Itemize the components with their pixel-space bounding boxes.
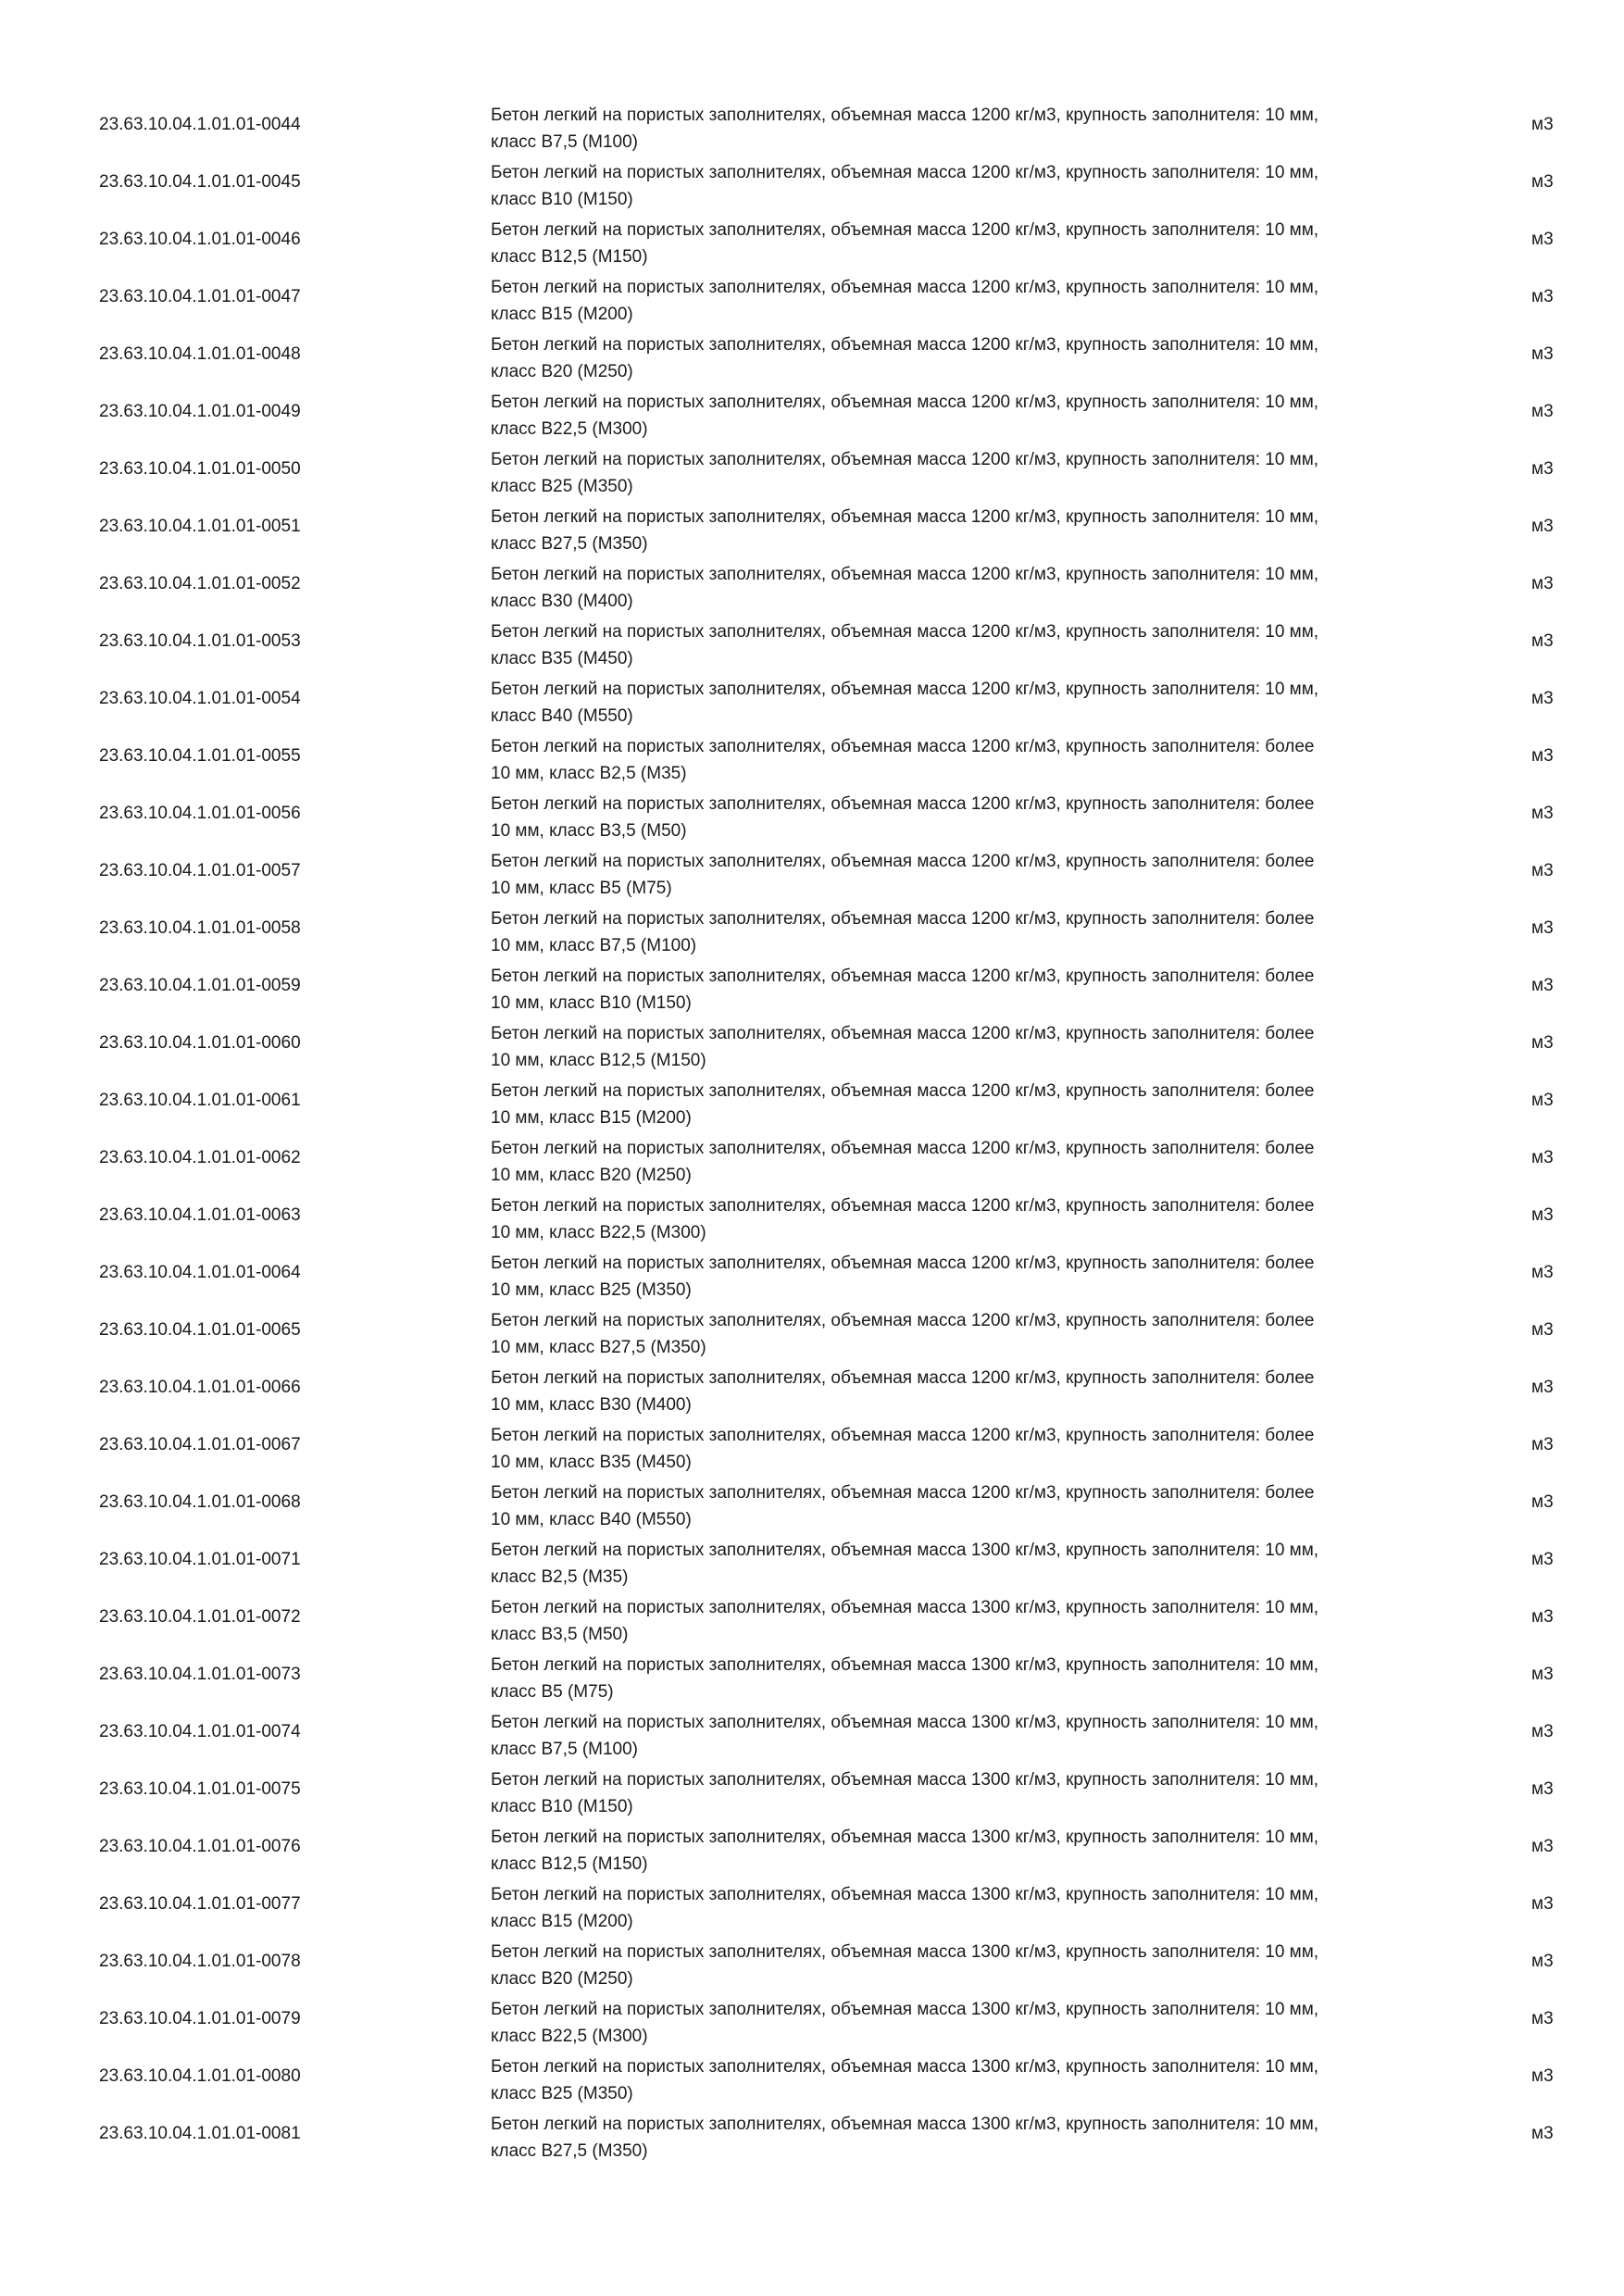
unit-of-measure: м3 (1531, 344, 1554, 364)
resource-name-line2: класс В15 (М200) (491, 1912, 633, 1931)
table-row (0, 387, 1624, 444)
resource-code: 23.63.10.04.1.01.01-0046 (99, 230, 301, 249)
unit-of-measure: м3 (1531, 746, 1554, 766)
resource-name-line1: Бетон легкий на пористых заполнителях, объемная масса 1300 кг/м3, крупность заполнителя: 10 мм, (491, 1713, 1319, 1732)
resource-name-line2: класс В40 (М550) (491, 706, 633, 726)
table-row (0, 1937, 1624, 1994)
resource-name-line1: Бетон легкий на пористых заполнителях, объемная масса 1300 кг/м3, крупность заполнителя: 10 мм, (491, 1598, 1319, 1617)
resource-name-line2: класс В25 (М350) (491, 477, 633, 496)
resource-name-line1: Бетон легкий на пористых заполнителях, объемная масса 1200 кг/м3, крупность заполнителя: 10 мм, (491, 393, 1319, 412)
resource-name-line2: 10 мм, класс В35 (М450) (491, 1453, 692, 1472)
resource-name (491, 1824, 1472, 1878)
resource-code: 23.63.10.04.1.01.01-0068 (99, 1492, 301, 1512)
resource-name (491, 504, 1472, 557)
table-row (0, 1592, 1624, 1650)
table-row (0, 1363, 1624, 1420)
resource-name-line2: 10 мм, класс В25 (М350) (491, 1280, 692, 1300)
unit-of-measure: м3 (1531, 1435, 1554, 1454)
resource-name (491, 2053, 1472, 2107)
resource-name (491, 389, 1472, 443)
table-row (0, 2109, 1624, 2166)
resource-name-line1: Бетон легкий на пористых заполнителях, объемная масса 1200 кг/м3, крупность заполнителя: 10 мм, (491, 220, 1319, 240)
unit-of-measure: м3 (1531, 1722, 1554, 1741)
resource-code: 23.63.10.04.1.01.01-0078 (99, 1952, 301, 1971)
resource-name (491, 1996, 1472, 2050)
resource-name-line2: 10 мм, класс В40 (М550) (491, 1510, 692, 1529)
resource-name-line1: Бетон легкий на пористых заполнителях, объемная масса 1300 кг/м3, крупность заполнителя: 10 мм, (491, 1541, 1319, 1560)
table-row (0, 1822, 1624, 1879)
resource-name (491, 1422, 1472, 1476)
table-row (0, 100, 1624, 157)
resource-name-line1: Бетон легкий на пористых заполнителях, объемная масса 1200 кг/м3, крупность заполнителя: 10 мм, (491, 507, 1319, 527)
resource-code: 23.63.10.04.1.01.01-0064 (99, 1263, 301, 1282)
resource-name-line1: Бетон легкий на пористых заполнителях, объемная масса 1200 кг/м3, крупность заполнителя: 10 мм, (491, 622, 1319, 642)
resource-name (491, 676, 1472, 730)
table-row (0, 789, 1624, 846)
resource-code: 23.63.10.04.1.01.01-0075 (99, 1779, 301, 1799)
resource-name-line1: Бетон легкий на пористых заполнителях, объемная масса 1200 кг/м3, крупность заполнителя: 10 мм, (491, 278, 1319, 297)
table-row (0, 1994, 1624, 2052)
resource-name (491, 446, 1472, 500)
table-row (0, 215, 1624, 272)
unit-of-measure: м3 (1531, 976, 1554, 995)
resource-name (491, 1192, 1472, 1246)
resource-name (491, 1652, 1472, 1705)
resource-name (491, 618, 1472, 672)
resource-code: 23.63.10.04.1.01.01-0073 (99, 1665, 301, 1684)
resource-code: 23.63.10.04.1.01.01-0062 (99, 1148, 301, 1167)
resource-code: 23.63.10.04.1.01.01-0071 (99, 1550, 301, 1569)
resource-name-line2: 10 мм, класс В22,5 (М300) (491, 1223, 706, 1242)
resource-name (491, 2111, 1472, 2165)
resource-name-line1: Бетон легкий на пористых заполнителях, объемная масса 1300 кг/м3, крупность заполнителя: 10 мм, (491, 1885, 1319, 1904)
resource-name (491, 1479, 1472, 1533)
table-row (0, 617, 1624, 674)
resource-name-line1: Бетон легкий на пористых заполнителях, объемная масса 1200 кг/м3, крупность заполнителя: более (491, 1024, 1315, 1043)
resource-name (491, 1939, 1472, 1992)
resource-name-line2: класс В20 (М250) (491, 1969, 633, 1989)
unit-of-measure: м3 (1531, 287, 1554, 306)
resource-name (491, 848, 1472, 902)
table-row (0, 1535, 1624, 1592)
unit-of-measure: м3 (1531, 1550, 1554, 1569)
resource-name-line2: класс В27,5 (М350) (491, 534, 648, 554)
unit-of-measure: м3 (1531, 230, 1554, 249)
resource-name (491, 1250, 1472, 1304)
table-row (0, 1650, 1624, 1707)
table-row (0, 961, 1624, 1018)
resource-code: 23.63.10.04.1.01.01-0061 (99, 1091, 301, 1110)
resource-name-line1: Бетон легкий на пористых заполнителях, объемная масса 1200 кг/м3, крупность заполнителя: более (491, 1368, 1315, 1388)
resource-code: 23.63.10.04.1.01.01-0067 (99, 1435, 301, 1454)
unit-of-measure: м3 (1531, 459, 1554, 479)
unit-of-measure: м3 (1531, 631, 1554, 651)
unit-of-measure: м3 (1531, 918, 1554, 938)
resource-name-line2: класс В2,5 (М35) (491, 1567, 629, 1587)
unit-of-measure: м3 (1531, 1263, 1554, 1282)
unit-of-measure: м3 (1531, 689, 1554, 708)
table-row (0, 674, 1624, 731)
resource-name (491, 1078, 1472, 1131)
resource-name-line1: Бетон легкий на пористых заполнителях, объемная масса 1200 кг/м3, крупность заполнителя: более (491, 1426, 1315, 1445)
resource-name (491, 791, 1472, 844)
resource-name-line2: 10 мм, класс В27,5 (М350) (491, 1338, 706, 1357)
resource-name-line2: 10 мм, класс В10 (М150) (491, 993, 692, 1013)
resource-name-line2: класс В22,5 (М300) (491, 419, 648, 439)
resource-code: 23.63.10.04.1.01.01-0058 (99, 918, 301, 938)
resource-code: 23.63.10.04.1.01.01-0050 (99, 459, 301, 479)
table-row (0, 1076, 1624, 1133)
unit-of-measure: м3 (1531, 2124, 1554, 2143)
resource-code: 23.63.10.04.1.01.01-0048 (99, 344, 301, 364)
unit-of-measure: м3 (1531, 1378, 1554, 1397)
unit-of-measure: м3 (1531, 1779, 1554, 1799)
resource-name-line2: класс В10 (М150) (491, 190, 633, 209)
table-row (0, 559, 1624, 617)
resource-name-line1: Бетон легкий на пористых заполнителях, объемная масса 1300 кг/м3, крупность заполнителя: 10 мм, (491, 1770, 1319, 1790)
resource-name-line2: класс В5 (М75) (491, 1682, 614, 1702)
unit-of-measure: м3 (1531, 402, 1554, 421)
resource-name (491, 963, 1472, 1017)
resource-name-line2: 10 мм, класс В7,5 (М100) (491, 936, 697, 955)
resource-code: 23.63.10.04.1.01.01-0056 (99, 804, 301, 823)
resource-name-line1: Бетон легкий на пористых заполнителях, объемная масса 1300 кг/м3, крупность заполнителя: 10 мм, (491, 2000, 1319, 2019)
resource-code: 23.63.10.04.1.01.01-0052 (99, 574, 301, 593)
resource-name-line1: Бетон легкий на пористых заполнителях, объемная масса 1200 кг/м3, крупность заполнителя: более (491, 1483, 1315, 1503)
unit-of-measure: м3 (1531, 1837, 1554, 1856)
resource-name-line2: класс В15 (М200) (491, 305, 633, 324)
table-row (0, 846, 1624, 904)
resource-name-line1: Бетон легкий на пористых заполнителях, объемная масса 1200 кг/м3, крупность заполнителя: 10 мм, (491, 565, 1319, 584)
unit-of-measure: м3 (1531, 1952, 1554, 1971)
resource-name (491, 1365, 1472, 1418)
resource-code: 23.63.10.04.1.01.01-0066 (99, 1378, 301, 1397)
table-row (0, 904, 1624, 961)
resource-code: 23.63.10.04.1.01.01-0053 (99, 631, 301, 651)
resource-code: 23.63.10.04.1.01.01-0055 (99, 746, 301, 766)
resource-code: 23.63.10.04.1.01.01-0045 (99, 172, 301, 192)
resource-name-line1: Бетон легкий на пористых заполнителях, объемная масса 1200 кг/м3, крупность заполнителя: 10 мм, (491, 106, 1319, 125)
unit-of-measure: м3 (1531, 2009, 1554, 2028)
resource-name-line2: класс В7,5 (М100) (491, 132, 639, 152)
resource-name (491, 1537, 1472, 1591)
resource-code: 23.63.10.04.1.01.01-0063 (99, 1205, 301, 1225)
table-row (0, 1248, 1624, 1305)
resource-name (491, 274, 1472, 328)
resource-name-line1: Бетон легкий на пористых заполнителях, объемная масса 1200 кг/м3, крупность заполнителя: более (491, 1254, 1315, 1273)
table-row (0, 731, 1624, 789)
table-row (0, 330, 1624, 387)
resource-name-line1: Бетон легкий на пористых заполнителях, объемная масса 1200 кг/м3, крупность заполнителя: более (491, 852, 1315, 871)
resource-name-line2: класс В7,5 (М100) (491, 1740, 639, 1759)
resource-name (491, 1709, 1472, 1763)
resource-name-line2: 10 мм, класс В15 (М200) (491, 1108, 692, 1128)
table-row (0, 1707, 1624, 1765)
resource-name-line1: Бетон легкий на пористых заполнителях, объемная масса 1200 кг/м3, крупность заполнителя: более (491, 1139, 1315, 1158)
unit-of-measure: м3 (1531, 172, 1554, 192)
resource-name (491, 217, 1472, 270)
resource-name (491, 1020, 1472, 1074)
resource-name (491, 102, 1472, 156)
resource-name (491, 1135, 1472, 1189)
unit-of-measure: м3 (1531, 517, 1554, 536)
resource-code: 23.63.10.04.1.01.01-0081 (99, 2124, 301, 2143)
resource-name (491, 561, 1472, 615)
resource-code: 23.63.10.04.1.01.01-0060 (99, 1033, 301, 1053)
resource-name (491, 1766, 1472, 1820)
table-row (0, 2052, 1624, 2109)
resource-name (491, 1307, 1472, 1361)
resource-name-line1: Бетон легкий на пористых заполнителях, объемная масса 1300 кг/м3, крупность заполнителя: 10 мм, (491, 1942, 1319, 1962)
resource-name-line2: 10 мм, класс В3,5 (М50) (491, 821, 687, 841)
unit-of-measure: м3 (1531, 1091, 1554, 1110)
resource-code: 23.63.10.04.1.01.01-0049 (99, 402, 301, 421)
unit-of-measure: м3 (1531, 2066, 1554, 2086)
table-row (0, 1765, 1624, 1822)
resource-name-line1: Бетон легкий на пористых заполнителях, объемная масса 1300 кг/м3, крупность заполнителя: 10 мм, (491, 2115, 1319, 2134)
resource-name-line1: Бетон легкий на пористых заполнителях, объемная масса 1200 кг/м3, крупность заполнителя: более (491, 967, 1315, 986)
table-row (0, 444, 1624, 502)
unit-of-measure: м3 (1531, 574, 1554, 593)
resource-name-line2: 10 мм, класс В2,5 (М35) (491, 764, 687, 783)
table-row (0, 1305, 1624, 1363)
unit-of-measure: м3 (1531, 804, 1554, 823)
resource-name-line2: класс В30 (М400) (491, 592, 633, 611)
resource-table (0, 100, 1624, 2166)
resource-name (491, 1881, 1472, 1935)
resource-name-line1: Бетон легкий на пористых заполнителях, объемная масса 1200 кг/м3, крупность заполнителя: 10 мм, (491, 335, 1319, 355)
table-row (0, 502, 1624, 559)
table-row (0, 1133, 1624, 1191)
table-row (0, 1879, 1624, 1937)
unit-of-measure: м3 (1531, 1148, 1554, 1167)
resource-name-line1: Бетон легкий на пористых заполнителях, объемная масса 1200 кг/м3, крупность заполнителя: более (491, 1081, 1315, 1101)
resource-name-line1: Бетон легкий на пористых заполнителях, объемная масса 1200 кг/м3, крупность заполнителя: более (491, 1311, 1315, 1330)
table-row (0, 1191, 1624, 1248)
resource-name (491, 159, 1472, 213)
unit-of-measure: м3 (1531, 1205, 1554, 1225)
resource-code: 23.63.10.04.1.01.01-0076 (99, 1837, 301, 1856)
resource-name (491, 331, 1472, 385)
resource-name-line2: класс В35 (М450) (491, 649, 633, 668)
resource-name-line2: класс В10 (М150) (491, 1797, 633, 1816)
resource-code: 23.63.10.04.1.01.01-0077 (99, 1894, 301, 1914)
resource-code: 23.63.10.04.1.01.01-0054 (99, 689, 301, 708)
resource-name-line1: Бетон легкий на пористых заполнителях, объемная масса 1200 кг/м3, крупность заполнителя: 10 мм, (491, 163, 1319, 182)
resource-code: 23.63.10.04.1.01.01-0057 (99, 861, 301, 880)
resource-code: 23.63.10.04.1.01.01-0065 (99, 1320, 301, 1340)
resource-code: 23.63.10.04.1.01.01-0051 (99, 517, 301, 536)
resource-code: 23.63.10.04.1.01.01-0074 (99, 1722, 301, 1741)
resource-name-line2: класс В20 (М250) (491, 362, 633, 381)
resource-name-line2: класс В12,5 (М150) (491, 1854, 648, 1874)
resource-name-line1: Бетон легкий на пористых заполнителях, объемная масса 1200 кг/м3, крупность заполнителя: более (491, 794, 1315, 814)
unit-of-measure: м3 (1531, 1607, 1554, 1627)
resource-code: 23.63.10.04.1.01.01-0079 (99, 2009, 301, 2028)
resource-name-line2: 10 мм, класс В5 (М75) (491, 879, 672, 898)
resource-name (491, 905, 1472, 959)
table-row (0, 272, 1624, 330)
resource-name-line2: класс В22,5 (М300) (491, 2027, 648, 2046)
resource-name (491, 1594, 1472, 1648)
resource-name-line2: 10 мм, класс В12,5 (М150) (491, 1051, 706, 1070)
resource-name-line2: класс В27,5 (М350) (491, 2141, 648, 2161)
unit-of-measure: м3 (1531, 1894, 1554, 1914)
resource-name-line1: Бетон легкий на пористых заполнителях, объемная масса 1300 кг/м3, крупность заполнителя: 10 мм, (491, 1828, 1319, 1847)
resource-name-line2: 10 мм, класс В20 (М250) (491, 1166, 692, 1185)
resource-name-line1: Бетон легкий на пористых заполнителях, объемная масса 1200 кг/м3, крупность заполнителя: более (491, 909, 1315, 929)
resource-name-line1: Бетон легкий на пористых заполнителях, объемная масса 1200 кг/м3, крупность заполнителя: 10 мм, (491, 450, 1319, 469)
table-row (0, 1018, 1624, 1076)
unit-of-measure: м3 (1531, 1665, 1554, 1684)
resource-code: 23.63.10.04.1.01.01-0080 (99, 2066, 301, 2086)
resource-name-line2: класс В3,5 (М50) (491, 1625, 629, 1644)
resource-name-line2: класс В12,5 (М150) (491, 247, 648, 267)
table-row (0, 157, 1624, 215)
table-row (0, 1420, 1624, 1478)
resource-code: 23.63.10.04.1.01.01-0072 (99, 1607, 301, 1627)
resource-name-line1: Бетон легкий на пористых заполнителях, объемная масса 1300 кг/м3, крупность заполнителя: 10 мм, (491, 2057, 1319, 2077)
resource-name-line1: Бетон легкий на пористых заполнителях, объемная масса 1200 кг/м3, крупность заполнителя: более (491, 737, 1315, 756)
unit-of-measure: м3 (1531, 861, 1554, 880)
resource-code: 23.63.10.04.1.01.01-0047 (99, 287, 301, 306)
resource-code: 23.63.10.04.1.01.01-0044 (99, 115, 301, 134)
table-row (0, 1478, 1624, 1535)
unit-of-measure: м3 (1531, 115, 1554, 134)
resource-name-line1: Бетон легкий на пористых заполнителях, объемная масса 1200 кг/м3, крупность заполнителя: 10 мм, (491, 680, 1319, 699)
unit-of-measure: м3 (1531, 1033, 1554, 1053)
unit-of-measure: м3 (1531, 1492, 1554, 1512)
resource-name-line2: 10 мм, класс В30 (М400) (491, 1395, 692, 1415)
resource-name-line1: Бетон легкий на пористых заполнителях, объемная масса 1300 кг/м3, крупность заполнителя: 10 мм, (491, 1655, 1319, 1675)
resource-name (491, 733, 1472, 787)
unit-of-measure: м3 (1531, 1320, 1554, 1340)
resource-name-line1: Бетон легкий на пористых заполнителях, объемная масса 1200 кг/м3, крупность заполнителя: более (491, 1196, 1315, 1216)
resource-name-line2: класс В25 (М350) (491, 2084, 633, 2103)
resource-code: 23.63.10.04.1.01.01-0059 (99, 976, 301, 995)
